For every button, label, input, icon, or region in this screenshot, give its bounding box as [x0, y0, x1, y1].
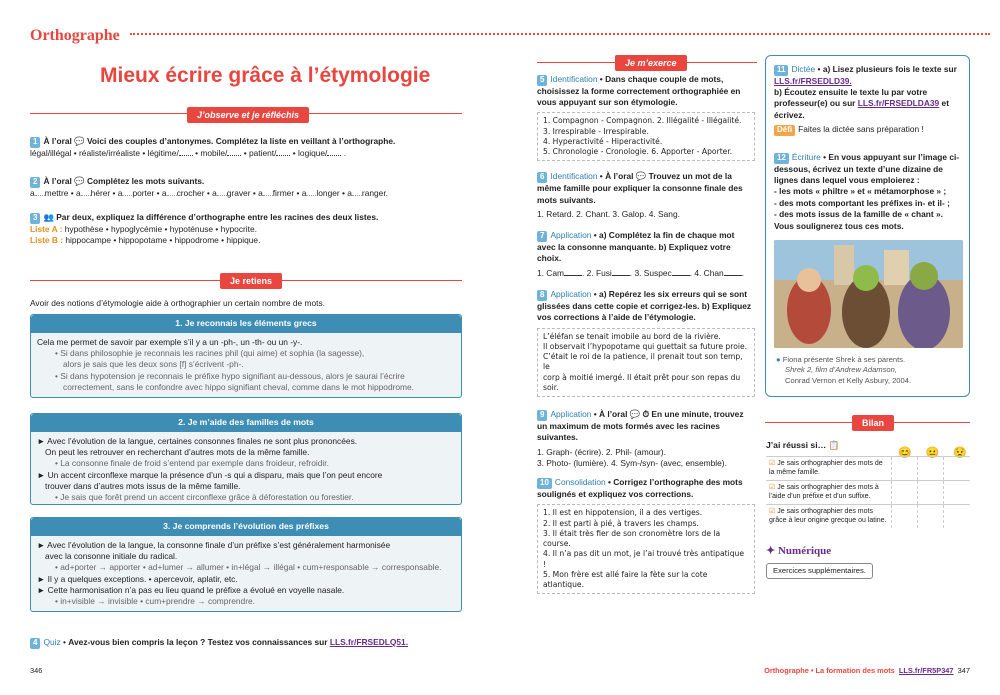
shrek-image	[774, 240, 963, 348]
box-greek: 1. Je reconnais les éléments grecs Cela me permet de savoir par exemple s’il y a un -ph-, un -th- ou un -y-. • Si dans philosophie je reconnais les racines phil (qui aime) et sophia (la sagesse), alors je sais que les deux sons [f] s’écrivent -ph-. • Si dans hypotension je reconnais le préfixe hypo signifiant au-dessous, alors je saurai l’écrire correctement, sans le confondre avec hippo signifiant cheval, comme dans le mot hippodrome.	[30, 314, 462, 398]
observe-pill: J’observe et je réfléchis	[187, 107, 309, 123]
exercise-column: 5 Identification • Dans chaque couple de mots, choisissez la forme correctement orthographiée en vous appuyant sur son étymologie. 1. Compagnon - Compagnon. 2. Illégalité - Illégalité. 3. Irrespirable - Irrespirable. 4. Hyperactivité - Hiperactivité. 5. Chronologie - Cronologie. 6. Apporter - Aporter. 6 Identification • À l’oral 💬 Trouvez un mot de la même famille pour expliquer la consonne finale des mots suivants. 1. Retard. 2. Chant. 3. Galop. 4. Sang. 7 Application • a) Complétez la fin de chaque mot avec la consonne manquante. b) Expliquez votre choix. 1. Cam . 2. Fusi . 3. Suspec . 4. Chan . 8 Application • a) Repérez les six erreurs qui se sont glissées dans cette copie et corrigez-les. b) Expliquez vos corrections à l’aide de l’étymologie. L’éléfan se tenait imobile au bord de la rivière. Il observait l’hypopotame qui guettait sa future proie. C’était le roi de la patience, il prenait tout son temp, le corp à moitié imergé. Il était prêt pour son repas du soir. 9 Application • À l’oral 💬 ⏱ En une minute, trouvez un maximum de mots formés avec les racines suivantes. 1. Graph- (écrire). 2. Phil- (amour). 3. Photo- (lumière). 4. Sym-/syn- (avec, ensemble). 10 Consolidation • Corrigez l’orthographe des mots soulignés et expliquez vos corrections. 1. Il est en hippotension, il a des vertiges. 2. Il est parti à pié, à travers les champs. 3. Il était très fier de son cronomètre lors de la course. 4. Il n’a pas dit un mot, je l’ai trouvé très antipatique ! 5. Mon frère est allé faire la fète sur la cote atlantique.	[537, 74, 755, 594]
left-page-number: 346	[30, 666, 43, 675]
checkbox[interactable]	[891, 457, 917, 481]
box-prefixes: 3. Je comprends l’évolution des préfixes ► Avec l’évolution de la langue, la consonne finale d’un préfixe s’est généralement harmonisée avec la consonne initiale du radical. • ad+porter → apporter • ad+lumer → allumer • in+légal → illégal • cum+responsable → corresponsable. ► Il y a quelques exceptions. • apercevoir, aplatir, etc. ► Cette harmonisation n’a pas eu lieu quand le préfixe a évolué en voyelle nasale. • in+visible → invisible • cum+prendre → comprendre.	[30, 517, 462, 612]
quiz-link[interactable]: LLS.fr/FRSEDLQ51.	[329, 637, 409, 647]
exercises-button[interactable]: Exercices supplémentaires.	[766, 563, 873, 579]
table-row: ☑ Je sais orthographier des mots à l’aide d’un préfixe et d’un suffixe.	[766, 480, 970, 504]
header-dots	[130, 33, 990, 35]
dictee-link-a[interactable]: LLS.fr/FRSEDLD39.	[774, 75, 852, 86]
bilan-table	[766, 456, 970, 528]
retiens-intro: Avoir des notions d’étymologie aide à orthographier un certain nombre de mots.	[30, 298, 326, 308]
table-row: ☑ Je sais orthographier des mots de la même famille.	[766, 457, 970, 481]
observe-ex3: 3 👥 Par deux, expliquez la différence d’orthographe entre les racines des deux listes. Liste A : hypothèse • hypoglycémie • hypoténuse • hypocrite. Liste B : hippocampe • hippopotame • hippodrome • hippique.	[30, 212, 379, 246]
bilan-faces: 😊😐😟	[898, 447, 982, 459]
observe-ex2: 2 À l’oral 💬 Complétez les mots suivants. a mettre • a hérer • a porter • a crocher • a graver • a firmer • a longer • a ranger.	[30, 176, 388, 198]
box-families: 2. Je m’aide des familles de mots ► Avec l’évolution de la langue, certaines consonnes finales ne sont plus prononcées. On peut les retrouver en recherchant d’autres mots de la même famille. • La consonne finale de froid s’entend par exemple dans froideur, refroidir. ► Un accent circonflexe marque la présence d’un -s qui a disparu, mais que l’on peut encore trouver dans d’autres mots issus de la même famille. • Je sais que forêt prend un accent circonflexe grâce à déforestation ou forestier.	[30, 413, 462, 505]
image-caption: ● Fiona présente Shrek à ses parents. Shrek 2, film d’Andrew Adamson, Conrad Vernon et Kelly Asbury, 2004.	[776, 355, 912, 385]
numerique-title: ✦ Numérique	[766, 545, 832, 557]
table-row: ☑ Je sais orthographier des mots grâce à leur origine grecque ou latine.	[766, 504, 970, 527]
checkbox[interactable]	[917, 504, 943, 527]
checkbox[interactable]	[944, 457, 970, 481]
checkbox[interactable]	[917, 457, 943, 481]
retiens-pill: Je retiens	[220, 273, 282, 289]
observe-ex1: 1 À l’oral 💬 Voici des couples d’antonymes. Complétez la liste en veillant à l’orthographe. légal/illégal • réaliste/irréaliste • légitime/ • mobile/ • patient/ • logique/ .	[30, 136, 396, 158]
bilan-pill: Bilan	[852, 415, 894, 431]
page-title: Mieux écrire grâce à l’étymologie	[100, 64, 431, 87]
footer-right: Orthographe • La formation des mots LLS.fr/FR5P347 347	[764, 666, 970, 675]
footer-link[interactable]: LLS.fr/FR5P347	[898, 666, 954, 675]
checkbox[interactable]	[944, 504, 970, 527]
checkbox[interactable]	[891, 480, 917, 504]
checkbox[interactable]	[917, 480, 943, 504]
dictee: 11 Dictée • a) Lisez plusieurs fois le texte sur LLS.fr/FRSEDLD39. b) Écoutez ensuite le texte lu par votre professeur(e) ou sur LLS.fr/FRSEDLDA39 et écrivez. Défi Faites la dictée sans préparation !	[774, 64, 957, 135]
exercise-pill: Je m’exerce	[615, 55, 687, 71]
section-title: Orthographe	[30, 27, 120, 44]
quiz-line: 4 Quiz • Avez-vous bien compris la leçon ? Testez vos connaissances sur LLS.fr/FRSEDLQ51.	[30, 637, 462, 649]
checkbox[interactable]	[944, 480, 970, 504]
checkbox[interactable]	[891, 504, 917, 527]
bilan-title: J’ai réussi si… 📋	[766, 440, 840, 450]
dictee-link-b[interactable]: LLS.fr/FRSEDLDA39	[857, 98, 940, 109]
ecriture: 12 Écriture • En vous appuyant sur l’image ci-dessous, écrivez un texte d’une dizaine de lignes dans lequel vous emploierez : - les mots « philtre » et « métamorphose » ; - des mots comportant les préfixes in- et il- ; - des mots issus de la famille de « chant ». Vous soulignerez tous ces mots.	[774, 152, 960, 231]
